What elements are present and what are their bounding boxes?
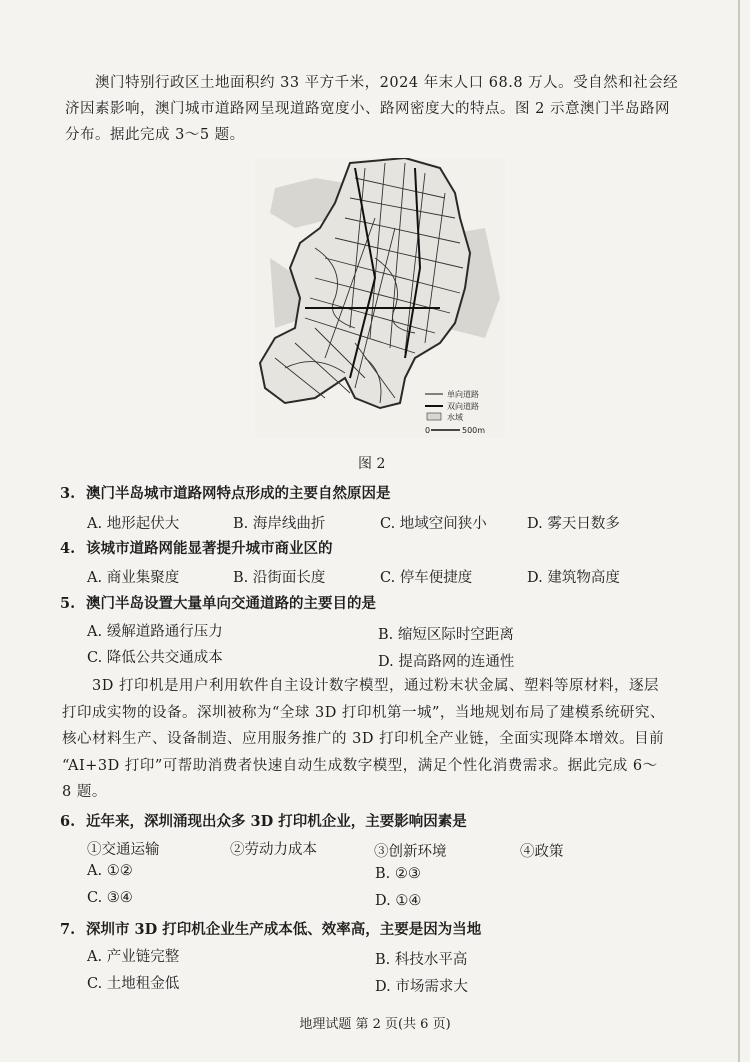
q3-option-d[interactable]: D. 雾天日数多: [527, 516, 620, 532]
intro1-line-1: 澳门特别行政区土地面积约 33 平方千米，2024 年末人口 68.8 万人。受自然和社会经: [95, 75, 679, 91]
legend-swatch-water: [427, 413, 441, 420]
q4-option-a[interactable]: A. 商业集聚度: [87, 570, 180, 586]
intro2-line-5: 8 题。: [62, 784, 107, 800]
legend-oneway: 单向道路: [447, 390, 479, 399]
legend-water: 水域: [447, 413, 463, 422]
question-5: [60, 592, 376, 613]
intro2-line-4: “AI+3D 打印”可帮助消费者快速自动生成数字模型，满足个性化消费需求。据此完成 6～: [62, 757, 658, 774]
q7-option-a[interactable]: A. 产业链完整: [87, 949, 180, 965]
q4-option-c[interactable]: C. 停车便捷度: [380, 570, 473, 586]
question-number: 4.: [60, 540, 76, 557]
intro-paragraph-2: [62, 673, 692, 806]
q4-option-b[interactable]: B. 沿街面长度: [233, 570, 326, 586]
q6-option-b[interactable]: B. ②③: [375, 866, 421, 882]
question-stem: 澳门半岛设置大量单向交通道路的主要目的是: [86, 595, 376, 612]
q3-option-a[interactable]: A. 地形起伏大: [87, 516, 180, 532]
q3-option-b[interactable]: B. 海岸线曲折: [233, 516, 326, 532]
intro2-line-1: 3D 打印机是用户利用软件自主设计数字模型，通过粉末状金属、塑料等原材料，逐层: [92, 678, 659, 694]
intro2-line-3: 核心材料生产、设备制造、应用服务推广的 3D 打印机全产业链，全面实现降本增效。目前: [62, 731, 665, 747]
q6-item-3: ③创新环境: [374, 844, 447, 860]
question-stem: 该城市道路网能显著提升城市商业区的: [86, 540, 333, 557]
question-number: 3.: [60, 485, 76, 502]
question-stem: 近年来，深圳涌现出众多 3D 打印机企业，主要影响因素是: [86, 813, 467, 830]
intro2-line-2: 打印成实物的设备。深圳被称为“全球 3D 打印机第一城”，当地规划布局了建模系统研究、: [62, 704, 665, 721]
q6-item-1: ①交通运输: [87, 842, 160, 858]
intro1-line-3: 分布。据此完成 3～5 题。: [65, 127, 245, 143]
figure-caption: 图 2: [358, 456, 386, 472]
q6-item-4: ④政策: [520, 844, 564, 860]
scale-label: 500m: [462, 426, 486, 435]
macau-road-map: [255, 158, 505, 438]
question-stem: 澳门半岛城市道路网特点形成的主要自然原因是: [86, 485, 391, 502]
question-3: [60, 482, 391, 503]
q5-option-d[interactable]: D. 提高路网的连通性: [378, 654, 515, 670]
q3-option-c[interactable]: C. 地域空间狭小: [380, 516, 487, 532]
scan-edge: [738, 0, 740, 1062]
intro-paragraph-1: [65, 70, 685, 148]
q6-option-c[interactable]: C. ③④: [87, 890, 133, 906]
q7-option-c[interactable]: C. 土地租金低: [87, 976, 180, 992]
scale-zero: 0: [425, 426, 431, 435]
q5-option-a[interactable]: A. 缓解道路通行压力: [87, 624, 223, 640]
intro1-line-2: 济因素影响，澳门城市道路网呈现道路宽度小、路网密度大的特点。图 2 示意澳门半岛路网: [65, 101, 670, 117]
question-number: 5.: [60, 595, 76, 612]
question-4: [60, 537, 333, 558]
question-6: [60, 810, 467, 831]
page-footer: 地理试题 第 2 页(共 6 页): [299, 1017, 451, 1032]
question-7: [60, 918, 481, 939]
question-number: 6.: [60, 813, 76, 830]
q5-option-b[interactable]: B. 缩短区际时空距离: [378, 627, 514, 643]
q6-item-2: ②劳动力成本: [230, 842, 317, 858]
q6-option-a[interactable]: A. ①②: [87, 863, 133, 879]
q6-option-d[interactable]: D. ①④: [375, 893, 422, 909]
legend-twoway: 双向道路: [447, 402, 479, 411]
q5-option-c[interactable]: C. 降低公共交通成本: [87, 650, 223, 666]
question-number: 7.: [60, 921, 76, 938]
q7-option-d[interactable]: D. 市场需求大: [375, 979, 468, 995]
q4-option-d[interactable]: D. 建筑物高度: [527, 570, 620, 586]
question-stem: 深圳市 3D 打印机企业生产成本低、效率高，主要是因为当地: [86, 921, 482, 938]
q7-option-b[interactable]: B. 科技水平高: [375, 952, 468, 968]
